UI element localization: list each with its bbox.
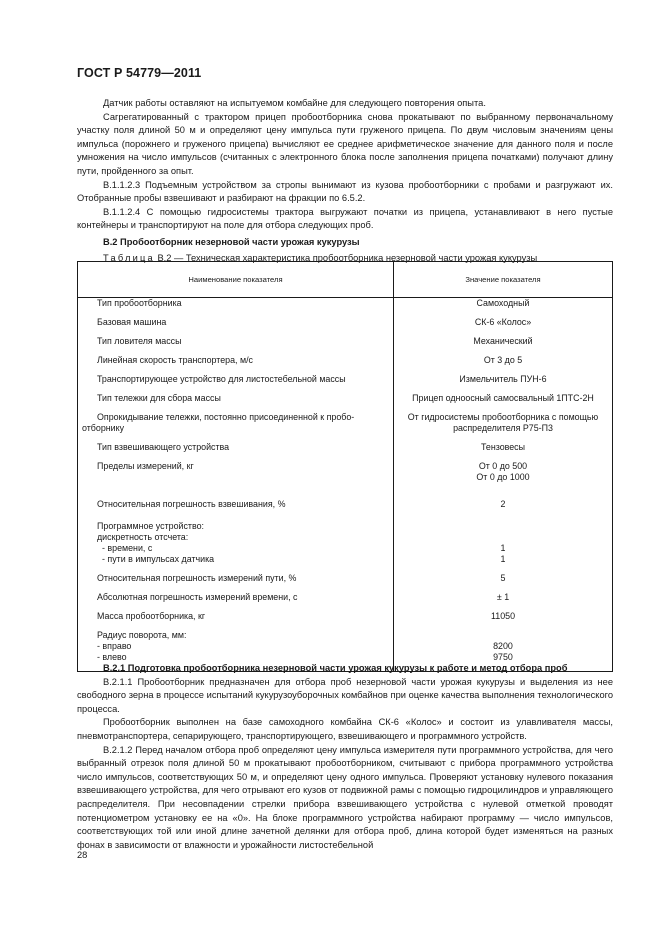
row-name-line: отборнику xyxy=(82,422,125,433)
row-name-line: Программное устройство: xyxy=(97,520,204,531)
table-row xyxy=(78,317,613,336)
row-value-line: 1 xyxy=(500,554,506,565)
row-name: Относительная погрешность измерений пути, % xyxy=(97,572,297,583)
row-name: Тип тележки для сбора массы xyxy=(97,392,221,403)
table-row xyxy=(78,461,613,499)
spec-table xyxy=(77,261,613,672)
table-row xyxy=(78,521,613,573)
paragraph: В.2.1.2 Перед началом отбора проб определяют цену импульса измерителя пути программного устройства, для чего выбранный отрезок поля длиной 50 м прокатывают пробоотборником, считывают с прибора программного устройства число импульсов, соответствующих 50 м, и определяют цену одного импульса. Проверяют установку нулевого показания взвешивающего устройства, для чего отрывают его кузов от подвижной рамы с помощью гидроцилиндров и управляющего распределителя. При несовпадении стрелки прибора взвешивающего устройства с нулевой отметкой проводят потенциометром установку ее на «0». На блоке программного устройства набирают программу — число импульсов, соответствующих той или иной длине зачетной делянки для отбора проб, длина которой будет изменяться на разных фонах в зависимости от влажности и урожайности листостебельной xyxy=(77,744,613,850)
row-name-line: - вправо xyxy=(97,640,132,651)
paragraph: Пробоотборник выполнен на базе самоходного комбайна СК-6 «Колос» и состоит из улавливателя массы, пневмотранспортера, сепарирующего, транспортирующего, взвешивающего и программного устройств. xyxy=(77,717,613,741)
row-value-line: От 0 до 1000 xyxy=(476,471,530,482)
row-value: Тензовесы xyxy=(480,441,526,452)
table-caption-label: Таблица xyxy=(103,252,155,263)
table-row xyxy=(78,374,613,393)
paragraph: В.1.1.2.3 Подъемным устройством за стропы вынимают из кузова пробоотборники с пробами и разгружают их. Отобранные пробы взвешивают и разбирают на фракции по 6.5.2. xyxy=(77,179,613,204)
row-name: Линейная скорость транспортера, м/с xyxy=(97,354,253,365)
table-caption-title: В.2 — Техническая характеристика пробоотборника незерновой части урожая кукурузы xyxy=(154,252,538,263)
row-name-line: - пути в импульсах датчика xyxy=(102,554,215,565)
row-name: Масса пробоотборника, кг xyxy=(97,610,206,621)
column-header-name: Наименование показателя xyxy=(78,262,394,298)
row-name: Относительная погрешность взвешивания, % xyxy=(97,498,286,509)
row-value: От 3 до 5 xyxy=(483,354,523,365)
row-value-line: распределителя Р75-П3 xyxy=(453,422,553,433)
paragraph: В.2.1.1 Пробоотборник предназначен для отбора проб незерновой части урожая кукурузы и выделения из нее свободного зерна в процессе испытаний кукурузоуборочных комбайнов при оценке качества выполнения технологического процесса. xyxy=(77,676,613,714)
row-value-line: От гидросистемы пробоотборника с помощью xyxy=(407,411,599,422)
section-heading-b2: В.2 Пробоотборник незерновой части урожая кукурузы xyxy=(103,236,360,247)
section-heading-b21: В.2.1 Подготовка пробоотборника незерновой части урожая кукурузы к работе и метод отбора проб xyxy=(103,663,568,673)
row-name-line: Радиус поворота, мм: xyxy=(97,629,187,640)
table-row xyxy=(78,573,613,592)
row-value-line: 8200 xyxy=(493,640,513,651)
table-row xyxy=(78,355,613,374)
table-row xyxy=(78,442,613,461)
column-header-value: Значение показателя xyxy=(394,262,613,298)
table-row xyxy=(78,298,613,317)
row-value-line: 9750 xyxy=(493,651,513,662)
paragraph: Сагрегатированный с трактором прицеп пробоотборника снова прокатывают по выбранному первоначальному участку поля длиной 50 м и определяют цену импульса пути груженого прицепа. По двум числовым значениям цены импульса (порожнего и груженого прицепа) вычисляют ее среднее арифметическое значение для данного поля и после умножения на число импульсов (считанных с электронного блока после заполнения прицепа початками) получают длину пути, пройденного за опыт. xyxy=(77,111,613,176)
row-value: 11050 xyxy=(490,610,516,621)
paragraph: Датчик работы оставляют на испытуемом комбайне для следующего повторения опыта. xyxy=(103,98,486,108)
table-row xyxy=(78,336,613,355)
table-row xyxy=(78,611,613,630)
row-value: ± 1 xyxy=(496,591,510,602)
table-row xyxy=(78,592,613,611)
row-value: 2 xyxy=(500,498,506,509)
row-name: Тип пробоотборника xyxy=(97,298,182,308)
row-value: Измельчитель ПУН-6 xyxy=(459,373,547,384)
row-name: Транспортирующее устройство для листостебельной массы xyxy=(97,373,346,384)
page-number: 28 xyxy=(77,850,88,860)
row-name-line: дискретность отсчета: xyxy=(97,531,189,542)
row-name: Тип ловителя массы xyxy=(97,335,182,346)
row-name-line: - времени, с xyxy=(102,542,153,553)
row-value: 5 xyxy=(500,572,506,583)
row-value-line: 1 xyxy=(500,542,506,553)
row-value: Самоходный xyxy=(476,298,530,308)
intro-text xyxy=(77,97,613,265)
row-value-line: От 0 до 500 xyxy=(478,460,528,471)
table-row xyxy=(78,412,613,442)
row-value: Механический xyxy=(473,335,533,346)
table-row xyxy=(78,499,613,521)
row-name-line: Опрокидывание тележки, постоянно присоединенной к пробо- xyxy=(97,411,355,422)
row-value: Прицеп одноосный самосвальный 1ПТС-2Н xyxy=(412,392,594,403)
row-value: СК-6 «Колос» xyxy=(474,316,532,327)
row-name: Тип взвешивающего устройства xyxy=(97,441,230,452)
section-b21-text xyxy=(77,662,613,852)
table-header-row xyxy=(78,262,613,298)
row-name-line: - влево xyxy=(97,651,127,662)
row-name: Пределы измерений, кг xyxy=(97,460,194,471)
table-row xyxy=(78,393,613,412)
row-name: Базовая машина xyxy=(97,316,167,327)
document-header-id: ГОСТ Р 54779—2011 xyxy=(77,66,202,80)
row-name: Абсолютная погрешность измерений времени, с xyxy=(97,591,298,602)
paragraph: В.1.1.2.4 С помощью гидросистемы трактора выгружают початки из прицепа, устанавливают в него пустые контейнеры и транспортируют на поле для отбора следующих проб. xyxy=(77,206,613,231)
